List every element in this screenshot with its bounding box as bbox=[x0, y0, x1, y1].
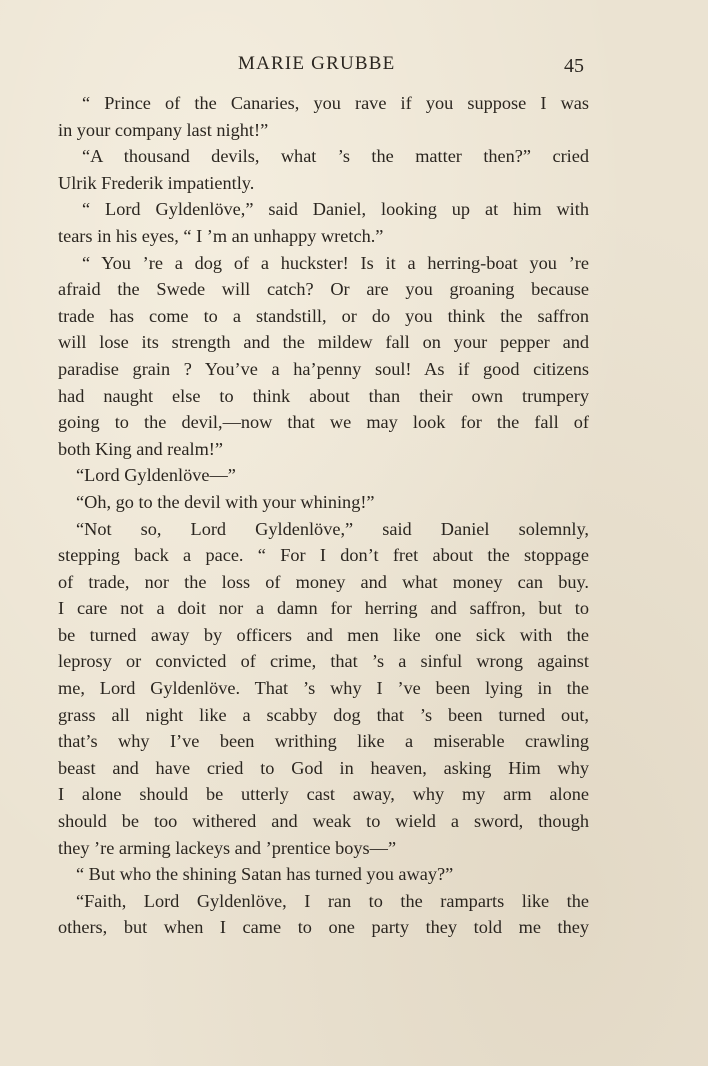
text-line: grass all night like a scabby dog that ’s been turned out, bbox=[58, 704, 589, 725]
text-line: “Not so, Lord Gyldenlöve,” said Daniel solemnly, bbox=[76, 518, 589, 539]
text-line: afraid the Swede will catch? Or are you groaning because bbox=[58, 279, 589, 300]
text-line: leprosy or convicted of crime, that ’s a sinful wrong against bbox=[58, 651, 589, 672]
text-line: me, Lord Gyldenlöve. That ’s why I ’ve been lying in the bbox=[58, 678, 589, 699]
text-line: “ Lord Gyldenlöve,” said Daniel, looking up at him with bbox=[82, 199, 589, 220]
text-line: “Faith, Lord Gyldenlöve, I ran to the ramparts like the bbox=[76, 890, 589, 911]
text-line: be turned away by officers and men like one sick with the bbox=[58, 624, 589, 645]
text-line: “ But who the shining Satan has turned you away?” bbox=[76, 864, 454, 885]
text-line: paradise grain ? You’ve a ha’penny soul! As if good citizens bbox=[58, 358, 589, 379]
text-line: should be too withered and weak to wield a sword, though bbox=[58, 811, 589, 832]
text-line: had naught else to think about than their own trumpery bbox=[58, 385, 589, 406]
text-line: I care not a doit nor a damn for herring and saffron, but to bbox=[58, 598, 589, 619]
text-line: beast and have cried to God in heaven, asking Him why bbox=[58, 757, 589, 778]
page-number: 45 bbox=[564, 55, 584, 77]
text-line: both King and realm!” bbox=[58, 438, 223, 459]
text-line: tears in his eyes, “ I ’m an unhappy wretch.” bbox=[58, 225, 384, 246]
text-line: “Oh, go to the devil with your whining!” bbox=[76, 491, 375, 512]
running-title: MARIE GRUBBE bbox=[238, 53, 396, 74]
text-line: trade has come to a standstill, or do you think the saffron bbox=[58, 305, 589, 326]
text-line: will lose its strength and the mildew fall on your pepper and bbox=[58, 332, 589, 353]
text-line: of trade, nor the loss of money and what money can buy. bbox=[58, 571, 589, 592]
text-line: “Lord Gyldenlöve—” bbox=[76, 465, 236, 486]
text-line: “A thousand devils, what ’s the matter then?” cried bbox=[82, 146, 589, 167]
text-line: they ’re arming lackeys and ’prentice boys—” bbox=[58, 837, 397, 858]
body-text bbox=[58, 90, 589, 941]
text-line: stepping back a pace. “ For I don’t fret about the stoppage bbox=[58, 545, 589, 566]
text-line: in your company last night!” bbox=[58, 119, 269, 140]
text-line: that’s why I’ve been writhing like a miserable crawling bbox=[58, 731, 589, 752]
text-line: going to the devil,—now that we may look for the fall of bbox=[58, 412, 589, 433]
text-line: Ulrik Frederik impatiently. bbox=[58, 172, 255, 193]
text-line: I alone should be utterly cast away, why my arm alone bbox=[58, 784, 589, 805]
text-line: “ Prince of the Canaries, you rave if you suppose I was bbox=[82, 93, 589, 113]
text-line: “ You ’re a dog of a huckster! Is it a herring-boat you ’re bbox=[82, 252, 589, 273]
text-line: others, but when I came to one party they told me they bbox=[58, 917, 589, 938]
